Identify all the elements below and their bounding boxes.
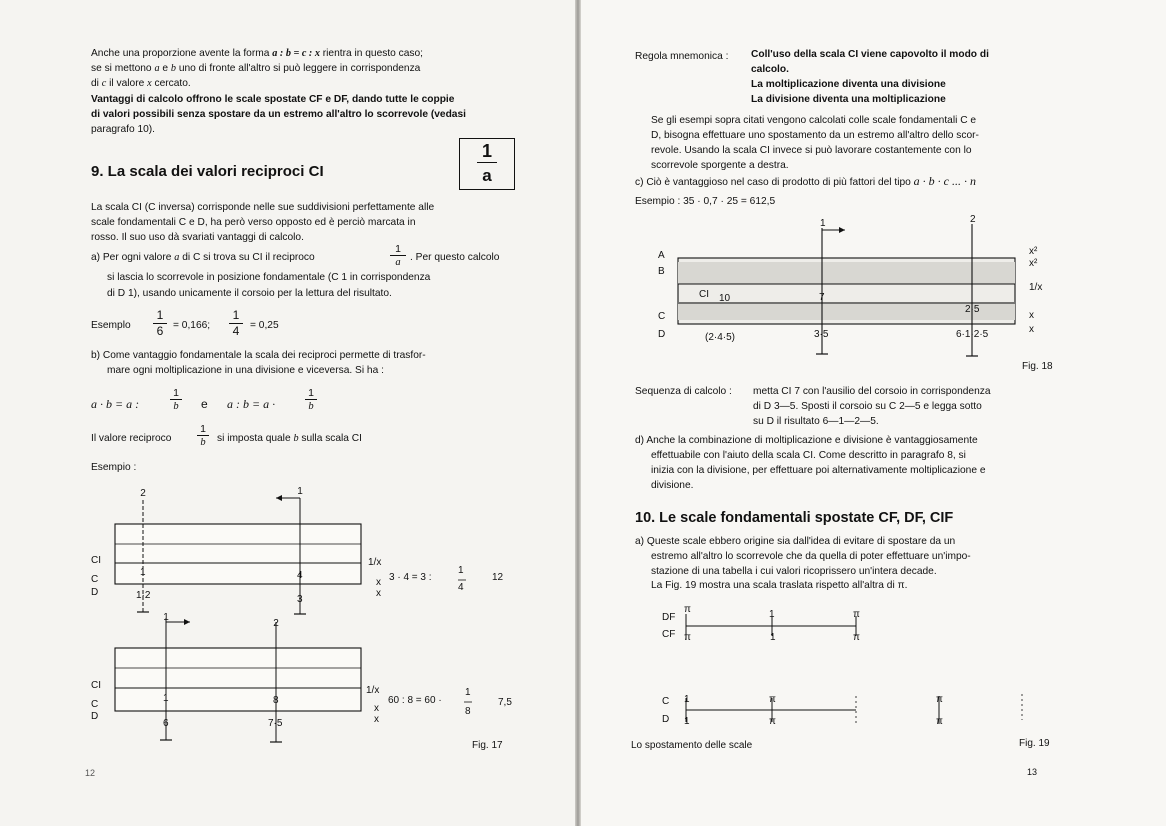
- p1-line-1: La scala CI (C inversa) corrisponde nelle sue suddivisioni perfettamente alle: [91, 202, 435, 213]
- sequenza-line-3: su D il risultato 6—1—2—5.: [753, 416, 879, 427]
- fig18-right-inverse: 1/x: [1029, 282, 1043, 293]
- formula-fraction-2: 1 b: [305, 387, 317, 413]
- d2-x-1: x: [374, 703, 379, 714]
- figure-17: [0, 0, 575, 826]
- sequenza-label: Sequenza di calcolo :: [635, 386, 732, 397]
- fig19-one-3: 1: [684, 694, 690, 705]
- d2-scale-ci: CI: [91, 680, 101, 691]
- page-number-right: 13: [1027, 767, 1038, 777]
- fig18-scale-c: C: [658, 311, 666, 322]
- point-a-line: a) Per ogni valore a di C si trova su CI il reciproco: [91, 252, 315, 263]
- fraction-1-over-a: 1 a: [390, 243, 406, 269]
- point-a-line-r4: La Fig. 19 mostra una scala traslata rispetto all'altra di π.: [651, 580, 908, 591]
- d2-bottom-2: 7·5: [268, 718, 283, 729]
- figure-19: [686, 614, 1022, 724]
- d2-equation: 60 : 8 = 60 ·: [388, 695, 442, 706]
- fig19-one-4: 1: [684, 716, 690, 727]
- reciproco-text-2: si imposta quale b sulla scala CI: [217, 433, 362, 444]
- arrow-head: [276, 495, 282, 501]
- point-a-line-2: si lascia lo scorrevole in posizione fondamentale (C 1 in corrispondenza: [107, 272, 431, 283]
- mnemonic-line-3: La moltiplicazione diventa una divisione: [751, 79, 946, 90]
- d1-scale-ci: CI: [91, 555, 101, 566]
- fig19-one-1: 1: [769, 609, 775, 620]
- mnemonic-label: Regola mnemonica :: [635, 51, 729, 62]
- d1-x-2: x: [376, 588, 381, 599]
- example-3: Esempio : 35 · 0,7 · 25 = 612,5: [635, 196, 776, 207]
- d2-cursor-top-1: 1: [163, 612, 169, 623]
- d2-eq-den: 8: [465, 706, 471, 717]
- point-a-line-3: di D 1), usando unicamente il corsoio per la lettura del risultato.: [107, 288, 392, 299]
- intro-line-6: paragrafo 10).: [91, 124, 155, 135]
- fig19-pi-8: π: [936, 716, 943, 727]
- fig18-caption: Fig. 18: [1022, 361, 1053, 372]
- intro-line-4: Vantaggi di calcolo offrono le scale spostate CF e DF, dando tutte le coppie: [91, 94, 455, 105]
- p1-line-3: rosso. Il suo uso dà svariati vantaggi di calcolo.: [91, 232, 304, 243]
- d2-inner-8: 8: [273, 695, 279, 706]
- section-title-10: 10. Le scale fondamentali spostate CF, DF, CIF: [635, 510, 954, 526]
- formula-fraction-1: 1 b: [170, 387, 182, 413]
- right-page: [581, 0, 1166, 826]
- badge-denominator: a: [482, 166, 492, 185]
- example-2-label: Esempio :: [91, 462, 137, 473]
- sequenza-line-2: di D 3—5. Sposti il corsoio su C 2—5 e legga sotto: [753, 401, 982, 412]
- d2-result: 7,5: [498, 697, 512, 708]
- fig18-bottom-2: 3·5: [814, 329, 829, 340]
- d1-x-1: x: [376, 577, 381, 588]
- fig18-right-xb: x: [1029, 324, 1034, 335]
- slide-rule-body-2: [115, 648, 361, 711]
- d1-reciprocal-label: 1/x: [368, 557, 382, 568]
- d1-equation: 3 · 4 = 3 :: [389, 572, 432, 583]
- fig18-inner-7: 7: [819, 292, 825, 303]
- d1-cursor-top-2: 1: [297, 486, 303, 497]
- fig19-pi-3: π: [684, 632, 691, 643]
- d1-inner-4: 4: [297, 570, 303, 581]
- arrow-head-a: [839, 227, 845, 233]
- left-page: [0, 0, 575, 826]
- fig18-scale-a: A: [658, 250, 665, 261]
- d1-eq-num: 1: [458, 565, 464, 576]
- point-d-line-2: effettuabile con l'aiuto della scala CI. Come descritto in paragrafo 8, si: [651, 450, 966, 461]
- p-se-line-1: Se gli esempi sopra citati vengono calcolati colle scale fondamentali C e: [651, 115, 977, 126]
- fig19-pi-6: π: [936, 694, 943, 705]
- mnemonic-line-4: La divisione diventa una moltiplicazione: [751, 94, 946, 105]
- mnemonic-line-1: Coll'uso della scala CI viene capovolto il modo di: [751, 49, 989, 60]
- fraction-1-6: 1 6: [153, 308, 167, 339]
- intro-line-2: se si mettono a e b uno di fronte all'altro si può leggere in corrispondenza: [91, 63, 421, 74]
- intro-line-3: di c il valore x cercato.: [91, 78, 191, 89]
- fig19-pi-4: π: [853, 632, 860, 643]
- fig19-df: DF: [662, 612, 676, 623]
- formula-part-1: a · b = a :: [91, 397, 140, 411]
- fig19-pi-5: π: [769, 694, 776, 705]
- point-a-line-r2: estremo all'altro lo scorrevole che da quella di poter effettuare un'impo-: [651, 551, 971, 562]
- reciproco-text: Il valore reciproco: [91, 433, 172, 444]
- fig19-d: D: [662, 714, 670, 725]
- mnemonic-line-2: calcolo.: [751, 64, 789, 75]
- fig18-bottom-3: 6·1·2·5: [956, 329, 989, 340]
- p-se-line-3: revole. Usando la scala CI invece si può lavorare costantemente con lo: [651, 145, 972, 156]
- fig19-caption: Fig. 19: [1019, 738, 1050, 749]
- fig18-right-x2a: x²: [1029, 246, 1038, 257]
- fig19-c: C: [662, 696, 670, 707]
- d1-eq-den: 4: [458, 582, 464, 593]
- point-a-line-r3: stazione di una tabella i cui valori ricoprissero un'intera decade.: [651, 566, 937, 577]
- sequenza-line-1: metta CI 7 con l'ausilio del corsoio in corrispondenza: [753, 386, 991, 397]
- fig17-caption: Fig. 17: [472, 740, 503, 751]
- fig18-right-x2b: x²: [1029, 258, 1038, 269]
- point-c-line: c) Ciò è vantaggioso nel caso di prodotto di più fattori del tipo a · b · c ... · n: [635, 174, 976, 188]
- arrow-head-2: [184, 619, 190, 625]
- fig19-pi-2: π: [853, 609, 860, 620]
- d2-scale-d: D: [91, 711, 99, 722]
- d1-scale-c: C: [91, 574, 99, 585]
- d2-scale-c: C: [91, 699, 99, 710]
- rule-upper-scales: [678, 262, 1015, 284]
- example-1-label: Esemplo: [91, 320, 131, 331]
- d2-eq-num: 1: [465, 687, 471, 698]
- d1-cursor-top-1: 2: [140, 488, 146, 499]
- badge-numerator: 1: [477, 141, 497, 163]
- d1-scale-d: D: [91, 587, 99, 598]
- fig19-pi-7: π: [769, 716, 776, 727]
- fig18-bottom-1: (2·4·5): [705, 332, 736, 343]
- fig18-right-xa: x: [1029, 310, 1034, 321]
- d2-inner-1: 1: [163, 693, 169, 704]
- fraction-1-4: 1 4: [229, 308, 243, 339]
- fig18-inner-25: 2·5: [965, 304, 980, 315]
- slide-rule-body: [115, 524, 361, 584]
- d2-x-2: x: [374, 714, 379, 725]
- fig19-cf: CF: [662, 629, 676, 640]
- d1-result: 12: [492, 572, 504, 583]
- fig18-inner-10: 10: [719, 293, 731, 304]
- point-d-line-3: inizia con la divisione, per effettuare poi alternativamente moltiplicazione e: [651, 465, 986, 476]
- fig17-diagram-2: [115, 618, 361, 742]
- d2-reciprocal-label: 1/x: [366, 685, 380, 696]
- fig18-scale-b: B: [658, 266, 665, 277]
- fig18-cursor-1: 1: [820, 218, 826, 229]
- point-d-line-4: divisione.: [651, 480, 694, 491]
- p-se-line-4: scorrevole sporgente a destra.: [651, 160, 789, 171]
- formula-part-2: a : b = a ·: [227, 397, 276, 411]
- fig19-one-2: 1: [770, 632, 776, 643]
- point-b-line-2: mare ogni moltiplicazione in una divisione e viceversa. Si ha :: [107, 365, 384, 376]
- fig19-caption-left: Lo spostamento delle scale: [631, 740, 753, 751]
- intro-line-5: di valori possibili senza spostare da un estremo all'altro lo scorrevole (vedasi: [91, 109, 466, 120]
- fig18-cursor-2: 2: [970, 214, 976, 225]
- example-1-value-1: = 0,166;: [173, 320, 211, 331]
- point-b-line-1: b) Come vantaggio fondamentale la scala dei reciproci permette di trasfor-: [91, 350, 426, 361]
- point-a-tail: . Per questo calcolo: [410, 252, 500, 263]
- fig19-pi-1: π: [684, 604, 691, 615]
- p-se-line-2: D, bisogna effettuare uno spostamento da un estremo all'altro dello scor-: [651, 130, 979, 141]
- d2-bottom-1: 6: [163, 718, 169, 729]
- d1-bottom-2: 3: [297, 594, 303, 605]
- point-a-line-r1: a) Queste scale ebbero origine sia dall'idea di evitare di spostare da un: [635, 536, 956, 547]
- section-title-9: 9. La scala dei valori reciproci CI: [91, 163, 324, 180]
- fig18-scale-d: D: [658, 329, 666, 340]
- page-number-left: 12: [85, 768, 96, 778]
- formula-and: e: [201, 397, 208, 411]
- fig17-diagram-1: [115, 495, 361, 614]
- d1-inner-1: 1: [140, 567, 146, 578]
- intro-line-1: Anche una proporzione avente la forma a : b = c : x rientra in questo caso;: [91, 48, 424, 59]
- fig18-inner-ci: CI: [699, 289, 709, 300]
- d1-bottom-1: 1·2: [136, 590, 151, 601]
- d2-cursor-top-2: 2: [273, 618, 279, 629]
- example-1-value-2: = 0,25: [250, 320, 279, 331]
- reciproco-fraction: 1 b: [197, 423, 209, 449]
- point-d-line-1: d) Anche la combinazione di moltiplicazione e divisione è vantaggiosamente: [635, 435, 978, 446]
- p1-line-2: scale fondamentali C e D, ha però verso opposto ed è perciò marcata in: [91, 217, 416, 228]
